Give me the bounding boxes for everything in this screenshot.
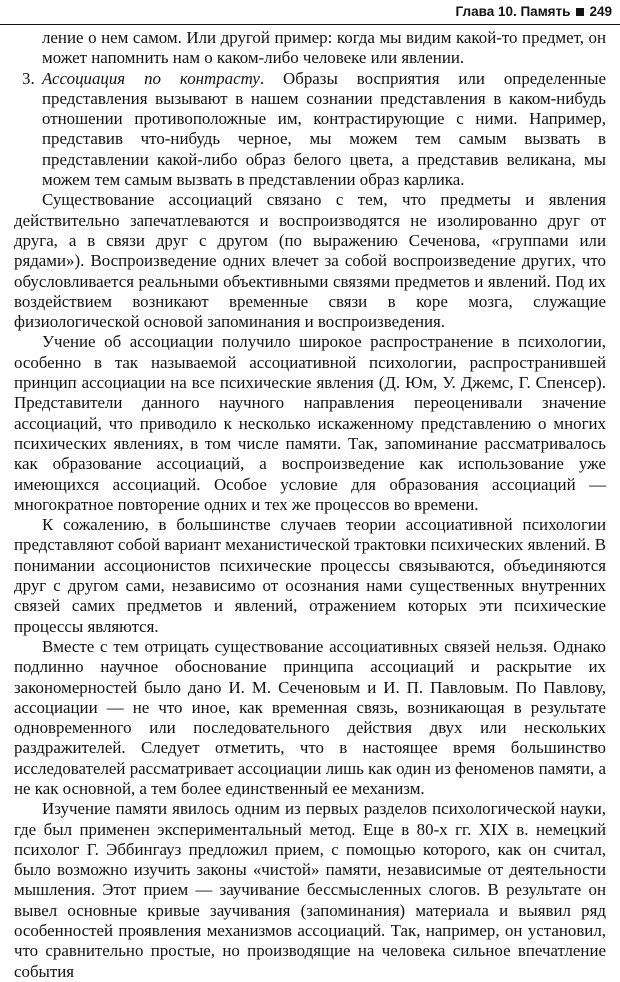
square-separator-icon (576, 8, 584, 16)
paragraph: Учение об ассоциации получило широкое распространение в психологии, особенно в так называемой ассоциативной психологии, распространившей принцип ассоциации на все психические явления (Д. Юм, У. Джемс, Г. Спенсер). Представители данного научного направления переоценивали значение ассоциаций, что приводило к несколько искаженному представлению о многих психических явлениях, в том числе памяти. Так, запоминание рассматривалось как образование ассоциаций, а воспроизведение как использование уже имеющихся ассоциаций. Особое условие для образования ассоциаций — многократное повторение одних и тех же процессов во времени. (14, 332, 606, 514)
paragraph: Изучение памяти явилось одним из первых разделов психологической науки, где был применен экспериментальный метод. Еще в 80-х гг. XIX в. немецкий психолог Г. Эббингауз предложил прием, с помощью которого, как он считал, было возможно изучить законы «чистой» памяти, независимые от деятельности мышления. Этот прием — заучивание бессмысленных слогов. В результате он вывел основные кривые заучивания (запоминания) материала и выявил ряд особенностей проявления механизмов ассоциаций. Так, например, он установил, что сравнительно простые, но производящие на человека сильное впечатление события (14, 799, 606, 981)
chapter-title: Глава 10. Память (455, 4, 571, 19)
intro-continuation: ление о нем самом. Или другой пример: когда мы видим какой-то предмет, он может напомнить нам о каком-либо человеке или явлении. (42, 28, 606, 68)
header-text (456, 3, 612, 20)
list-text: . Образы восприятия или определенные представления вызывают в нашем сознании представления в каком-нибудь отношении противоположные им, контрастирующие с ними. Например, представив что-нибудь черное, мы можем тем самым вызвать в представлении какой-либо образ белого цвета, а представив великана, мы можем тем самым вызвать в представлении образ карлика. (42, 68, 606, 190)
list-item-contrast (14, 69, 606, 191)
paragraph: Вместе с тем отрицать существование ассоциативных связей нельзя. Однако подлинно научное обоснование принципа ассоциаций и раскрытие их закономерностей было дано И. М. Сеченовым и И. П. Павловым. По Павлову, ассоциации — не что иное, как временная связь, возникающая в результате одновременного или последовательного действия двух или нескольких раздражителей. Следует отметить, что в настоящее время большинство исследователей рассматривает ассоциации лишь как один из феноменов памяти, а не как основной, а тем более единственный ее механизм. (14, 636, 606, 798)
body-text (14, 28, 606, 982)
paragraph: Существование ассоциаций связано с тем, что предметы и явления действительно запечатлеваются и воспроизводятся не изолированно друг от друга, а в связи друг с другом (по выражению Сеченова, «группами или рядами»). Воспроизведение одних влечет за собой воспроизведение других, что обусловливается реальными объективными связями предметов и явлений. Под их воздействием возникают временные связи в коре мозга, служащие физиологической основой запоминания и воспроизведения. (14, 190, 606, 332)
running-header (0, 0, 620, 25)
list-number: 3. (22, 68, 35, 88)
paragraph: К сожалению, в большинстве случаев теории ассоциативной психологии представляют собой вариант механистической трактовки психических явлений. В понимании ассоционистов психические процессы связываются, объединяются друг с другом сами, независимо от осознания нами существенных внутренних связей самих предметов и явлений, отражением которых эти психические процессы являются. (14, 515, 606, 636)
list-term: Ассоциация по контрасту (42, 68, 260, 88)
page-number: 249 (589, 4, 612, 19)
